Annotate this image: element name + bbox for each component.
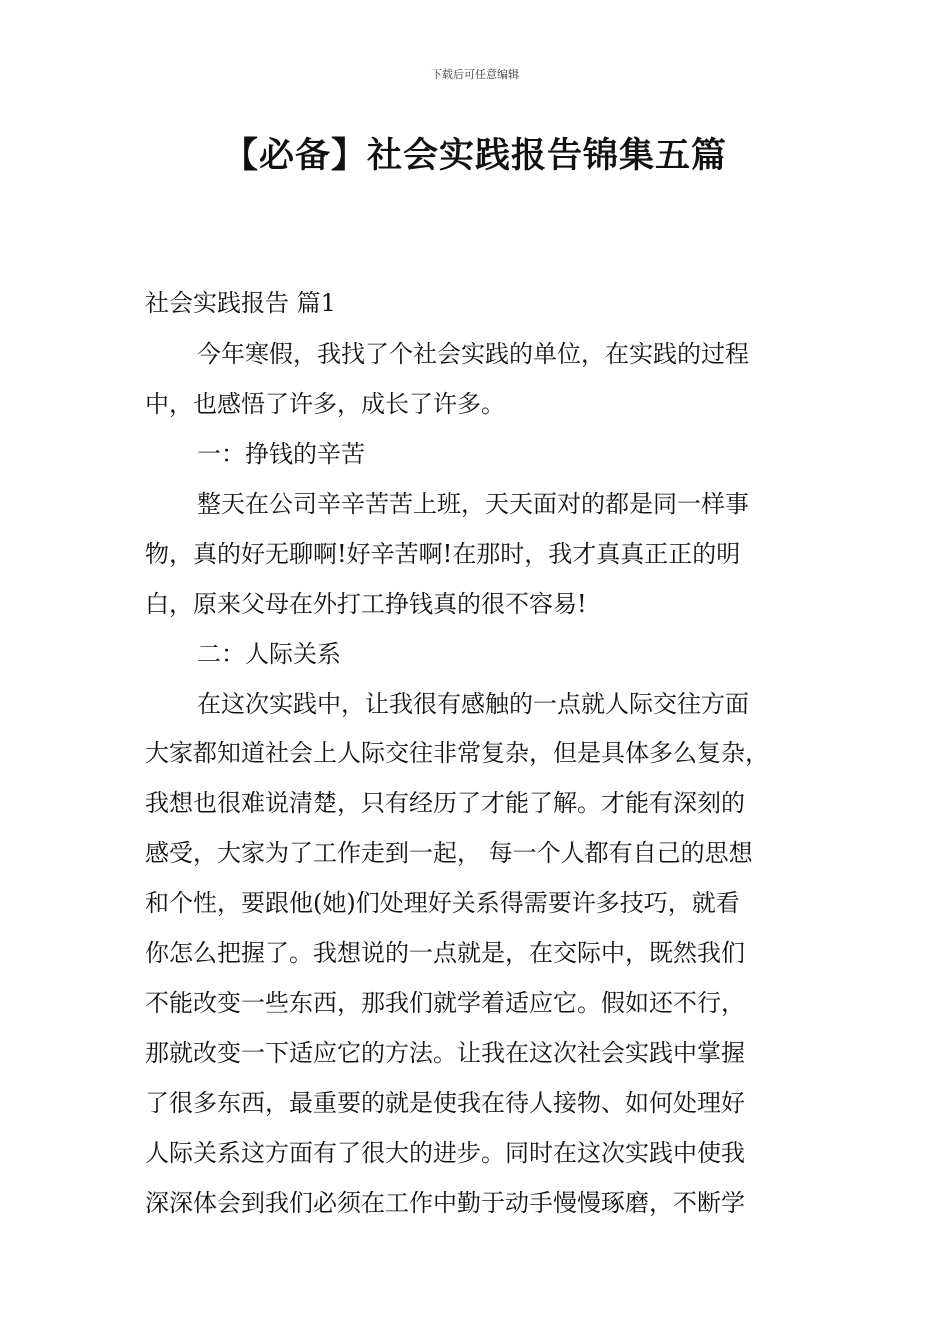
paragraph-line: 大家都知道社会上人际交往非常复杂，但是具体多么复杂， (145, 739, 769, 767)
paragraph-line: 中，也感悟了许多，成长了许多。 (145, 390, 505, 418)
paragraph-line: 今年寒假，我找了个社会实践的单位，在实践的过程 (197, 340, 749, 368)
header-note: 下载后可任意编辑 (431, 68, 519, 81)
paragraph-line: 我想也很难说清楚，只有经历了才能了解。才能有深刻的 (145, 789, 745, 817)
paragraph-line: 了很多东西，最重要的就是使我在待人接物、如何处理好 (145, 1089, 745, 1117)
section-heading: 社会实践报告 篇1 (145, 289, 336, 317)
paragraph-line: 不能改变一些东西，那我们就学着适应它。假如还不行， (145, 989, 745, 1017)
paragraph-line: 感受，大家为了工作走到一起， 每一个人都有自己的思想 (145, 839, 753, 867)
paragraph-line: 白，原来父母在外打工挣钱真的很不容易! (145, 590, 587, 618)
paragraph-line: 你怎么把握了。我想说的一点就是，在交际中，既然我们 (145, 939, 745, 967)
paragraph-line: 人际关系这方面有了很大的进步。同时在这次实践中使我 (145, 1139, 745, 1167)
subheading-line: 二：人际关系 (197, 640, 341, 668)
subheading-line: 一：挣钱的辛苦 (197, 440, 365, 468)
paragraph-line: 和个性，要跟他(她)们处理好关系得需要许多技巧，就看 (145, 889, 740, 917)
paragraph-line: 深深体会到我们必须在工作中勤于动手慢慢琢磨，不断学 (145, 1189, 745, 1217)
paragraph-line: 那就改变一下适应它的方法。让我在这次社会实践中掌握 (145, 1039, 745, 1067)
paragraph-line: 在这次实践中，让我很有感触的一点就人际交往方面 (197, 690, 749, 718)
document-title: 【必备】社会实践报告锦集五篇 (222, 136, 727, 176)
paragraph-line: 物，真的好无聊啊!好辛苦啊!在那时，我才真真正正的明 (145, 540, 741, 568)
paragraph-line: 整天在公司辛辛苦苦上班，天天面对的都是同一样事 (197, 490, 749, 518)
